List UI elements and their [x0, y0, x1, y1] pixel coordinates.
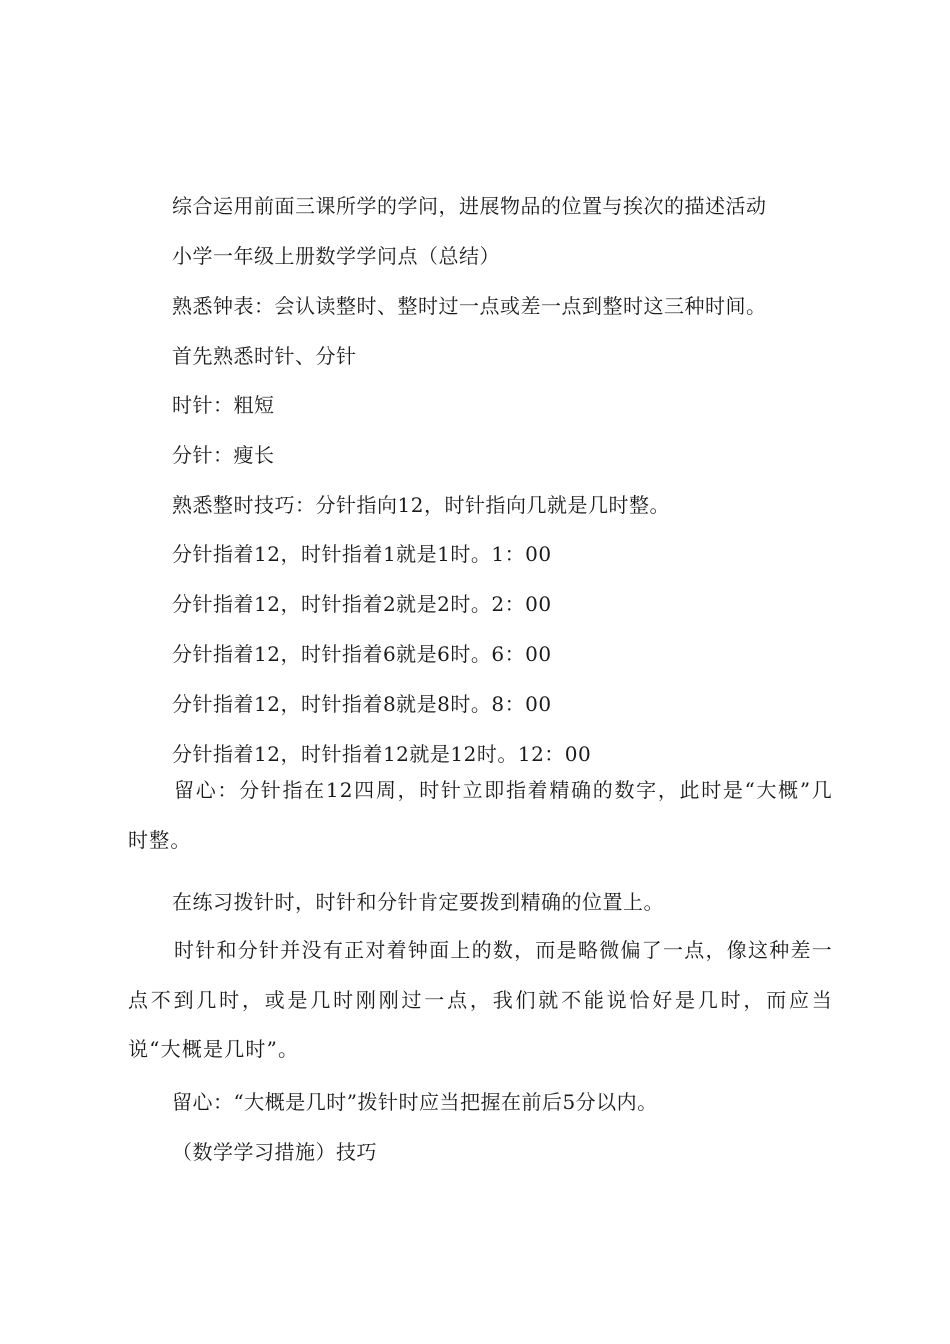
- text-line: 分针：瘦长: [172, 443, 275, 467]
- text-line: 分针指着12，时针指着1就是1时。1：00: [172, 542, 552, 566]
- text-line: 小学一年级上册数学学问点（总结）: [172, 244, 500, 268]
- note-line: 留心：“大概是几时”拨针时应当把握在前后5分以内。: [172, 1090, 658, 1114]
- section-heading: （数学学习措施）技巧: [172, 1140, 377, 1164]
- text-line: 综合运用前面三课所学的学问，进展物品的位置与挨次的描述活动: [172, 194, 767, 218]
- text-line: 分针指着12，时针指着2就是2时。2：00: [172, 592, 552, 616]
- text-line: 熟悉钟表：会认读整时、整时过一点或差一点到整时这三种时间。: [172, 294, 767, 318]
- text-line: 分针指着12，时针指着6就是6时。6：00: [172, 642, 552, 666]
- explanation-paragraph: 时针和分针并没有正对着钟面上的数，而是略微偏了一点，像这种差一点不到几时，或是几时刚刚过一点，我们就不能说恰好是几时，而应当说“大概是几时”。: [128, 938, 833, 1061]
- text-line: 分针指着12，时针指着8就是8时。8：00: [172, 692, 552, 716]
- note-paragraph: 留心：分针指在12四周，时针立即指着精确的数字，此时是“大概”几时整。: [128, 778, 833, 852]
- text-line: 首先熟悉时针、分针: [172, 344, 357, 368]
- text-line: 分针指着12，时针指着12就是12时。12：00: [172, 742, 592, 766]
- text-line: 熟悉整时技巧：分针指向12，时针指向几就是几时整。: [172, 493, 670, 517]
- text-line: 时针：粗短: [172, 393, 275, 417]
- text-line: 在练习拨针时，时针和分针肯定要拨到精确的位置上。: [172, 890, 664, 914]
